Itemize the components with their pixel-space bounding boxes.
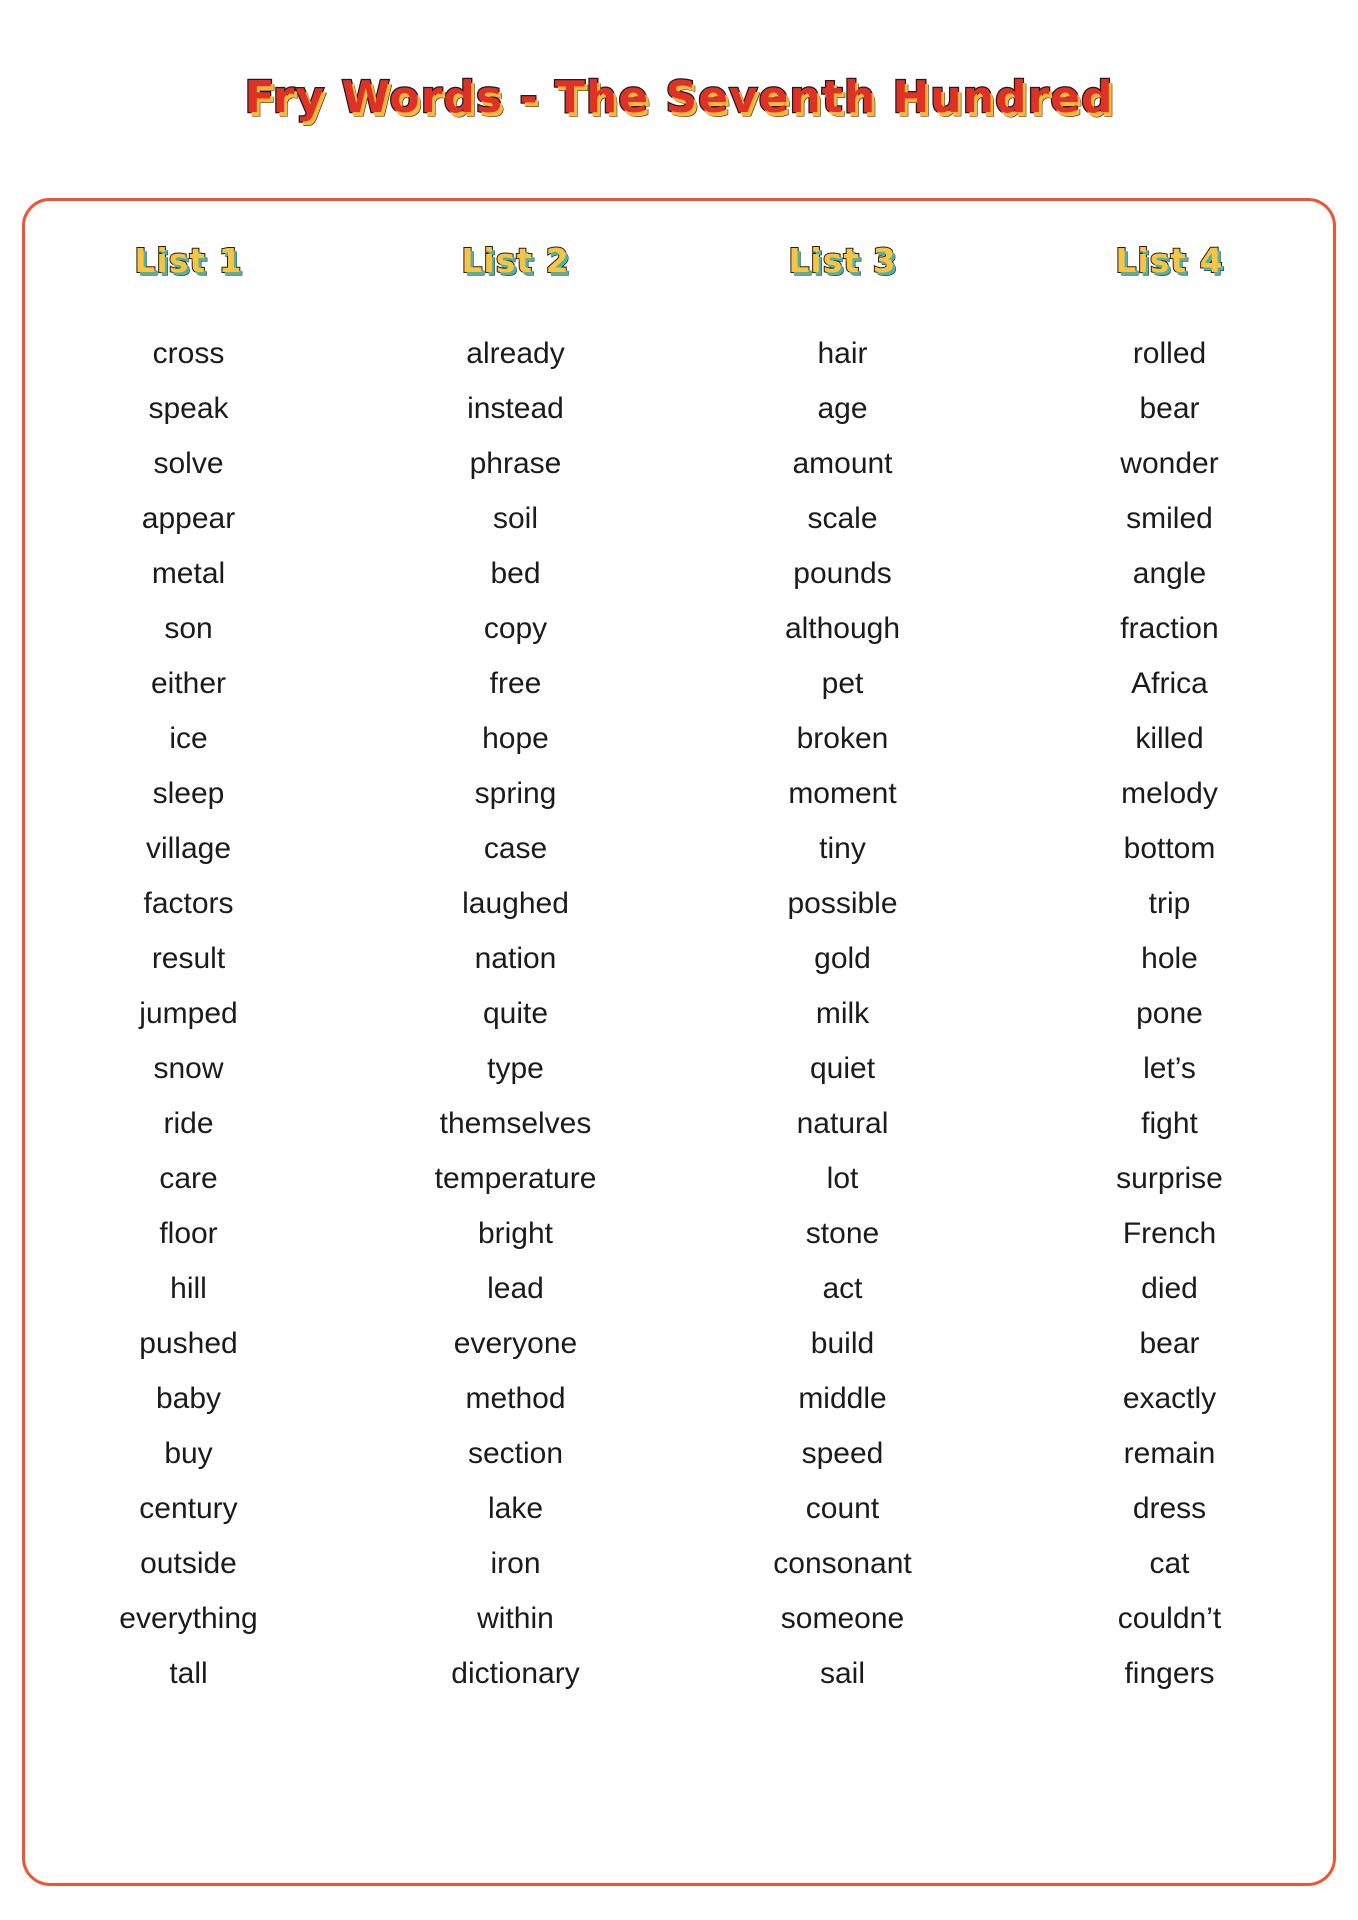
list-item: quite [482, 997, 549, 1030]
list-item: French [1122, 1217, 1217, 1250]
list-item: cat [1149, 1547, 1190, 1580]
list-item: ride [163, 1107, 214, 1140]
word-list-1 [25, 326, 352, 1701]
list-item: century [139, 1492, 238, 1525]
list-item: bed [490, 557, 541, 590]
list-item: spring [474, 777, 557, 810]
list-item: fight [1141, 1107, 1198, 1140]
list-item: solve [153, 447, 224, 480]
word-lists-card [22, 198, 1336, 1886]
list-item: temperature [434, 1162, 597, 1195]
list-item: amount [792, 447, 893, 480]
list-item: consonant [773, 1547, 912, 1580]
list-item: pone [1136, 997, 1203, 1030]
list-item: moment [788, 777, 897, 810]
list-item: smiled [1126, 502, 1213, 535]
list-item: couldn’t [1117, 1602, 1222, 1635]
list-item: lake [487, 1492, 544, 1525]
list-item: middle [798, 1382, 887, 1415]
list-item: wonder [1120, 447, 1219, 480]
list-item: type [487, 1052, 544, 1085]
list-item: remain [1123, 1437, 1216, 1470]
list-item: sleep [152, 777, 225, 810]
list-item: dress [1132, 1492, 1207, 1525]
list-item: baby [155, 1382, 222, 1415]
list-item: buy [164, 1437, 213, 1470]
list-item: floor [159, 1217, 218, 1250]
list-item: result [151, 942, 226, 975]
list-item: act [822, 1272, 863, 1305]
word-list-column-2 [352, 223, 679, 1701]
list-item: sail [819, 1657, 865, 1690]
list-item: within [477, 1602, 554, 1635]
list-item: method [465, 1382, 566, 1415]
list-item: tall [169, 1657, 208, 1690]
list-item: although [784, 612, 901, 645]
list-item: speak [148, 392, 229, 425]
word-list-2 [352, 326, 679, 1701]
list-item: hope [482, 722, 549, 755]
list-heading-2: List 2 [461, 241, 570, 280]
list-heading-4: List 4 [1115, 241, 1224, 280]
list-item: trip [1148, 887, 1191, 920]
list-item: natural [796, 1107, 889, 1140]
list-item: hair [817, 337, 868, 370]
list-item: hill [170, 1272, 207, 1305]
list-item: killed [1135, 722, 1204, 755]
list-item: let’s [1143, 1052, 1196, 1085]
list-item: bear [1139, 392, 1200, 425]
list-item: stone [805, 1217, 880, 1250]
list-item: Africa [1131, 667, 1208, 700]
word-list-column-1 [25, 223, 352, 1701]
list-item: bright [477, 1217, 554, 1250]
list-item: bear [1139, 1327, 1200, 1360]
word-list-4 [1006, 326, 1333, 1701]
list-item: themselves [439, 1107, 592, 1140]
list-item: free [489, 667, 542, 700]
list-item: everything [119, 1602, 258, 1635]
word-list-column-4 [1006, 223, 1333, 1701]
list-item: cross [152, 337, 225, 370]
list-item: dictionary [451, 1657, 580, 1690]
list-item: laughed [462, 887, 569, 920]
list-item: exactly [1122, 1382, 1217, 1415]
list-item: soil [492, 502, 538, 535]
list-item: pounds [793, 557, 892, 590]
list-item: count [805, 1492, 880, 1525]
list-item: speed [801, 1437, 884, 1470]
list-item: gold [814, 942, 871, 975]
list-item: lead [487, 1272, 544, 1305]
list-item: bottom [1123, 832, 1216, 865]
word-list-column-3 [679, 223, 1006, 1701]
list-item: iron [490, 1547, 541, 1580]
list-item: nation [474, 942, 557, 975]
word-list-3 [679, 326, 1006, 1701]
list-item: build [810, 1327, 875, 1360]
list-item: hole [1141, 942, 1198, 975]
list-item: village [145, 832, 232, 865]
list-item: son [164, 612, 213, 645]
list-item: tiny [819, 832, 866, 865]
list-item: milk [815, 997, 870, 1030]
list-item: snow [153, 1052, 224, 1085]
list-item: age [817, 392, 868, 425]
list-item: fraction [1120, 612, 1219, 645]
list-item: everyone [453, 1327, 578, 1360]
list-item: ice [169, 722, 208, 755]
list-item: broken [796, 722, 889, 755]
word-lists-columns [25, 201, 1333, 1701]
list-item: scale [807, 502, 878, 535]
list-item: someone [780, 1602, 905, 1635]
list-item: melody [1121, 777, 1218, 810]
list-item: care [159, 1162, 218, 1195]
list-item: surprise [1116, 1162, 1223, 1195]
list-item: metal [151, 557, 226, 590]
list-item: case [483, 832, 548, 865]
list-item: pet [821, 667, 864, 700]
list-item: jumped [139, 997, 238, 1030]
list-item: outside [140, 1547, 237, 1580]
list-item: factors [143, 887, 234, 920]
list-item: lot [826, 1162, 859, 1195]
list-item: either [150, 667, 227, 700]
page-title: Fry Words - The Seventh Hundred [244, 72, 1114, 123]
list-item: instead [467, 392, 564, 425]
list-item: copy [483, 612, 548, 645]
list-item: phrase [469, 447, 562, 480]
list-item: section [467, 1437, 564, 1470]
list-item: rolled [1132, 337, 1207, 370]
list-item: appear [141, 502, 236, 535]
list-item: fingers [1124, 1657, 1215, 1690]
list-item: quiet [809, 1052, 876, 1085]
list-item: possible [787, 887, 898, 920]
list-item: angle [1132, 557, 1207, 590]
list-item: died [1141, 1272, 1198, 1305]
list-heading-3: List 3 [788, 241, 897, 280]
list-item: already [466, 337, 565, 370]
list-item: pushed [139, 1327, 238, 1360]
list-heading-1: List 1 [134, 241, 243, 280]
